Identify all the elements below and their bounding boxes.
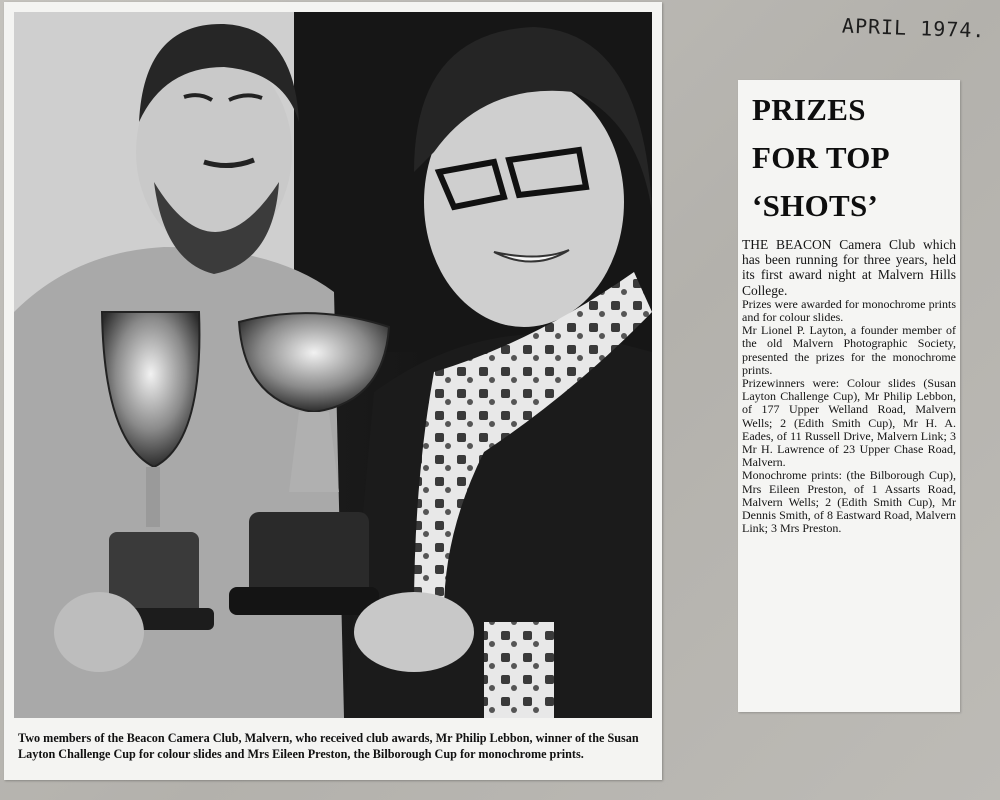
headline-line: FOR TOP [752,140,890,175]
article-body [742,237,956,535]
article-paragraph: Monochrome prints: (the Bilborough Cup), Mrs Eileen Preston, of 1 Assarts Road, Malvern Wells; 2 (Edith Smith Cup), Mr Dennis Smith, of 8 Eastward Road, Malvern Link; 3 Mrs Preston. [742,468,956,536]
article-paragraph: Prizes were awarded for monochrome prints and for colour slides. [742,296,956,325]
handwritten-date: APRIL 1974. [841,13,986,43]
photo-clipping [4,2,662,780]
article-paragraph: Prizewinners were: Colour slides (Susan Layton Challenge Cup), Mr Philip Lebbon, of 177 Upper Welland Road, Malvern Wells; 2 (Edith Smith Cup), Mr H. A. Eades, of 11 Russell Drive, Malvern Link; 3 Mr H. Lawrence of 23 Upper Chase Road, Malvern. [742,376,956,470]
photo-caption: Two members of the Beacon Camera Club, Malvern, who received club awards, Mr Philip Lebbon, winner of the Susan Layton Challenge Cup for colour slides and Mrs Eileen Preston, the Bilborough Cup for monochrome prints. [18,731,639,761]
article-clipping [738,80,960,712]
article-paragraph: THE BEACON Camera Club which has been running for three years, held its first award night at Malvern Hills College. [742,237,956,298]
article-paragraph: Mr Lionel P. Layton, a founder member of the old Malvern Photographic Society, presented the prizes for the monochrome prints. [742,323,956,377]
photo-illustration [14,12,652,718]
photograph [14,12,652,718]
headline-line: ‘SHOTS’ [752,188,879,223]
headline-line: PRIZES [752,92,866,127]
headline [752,86,958,230]
